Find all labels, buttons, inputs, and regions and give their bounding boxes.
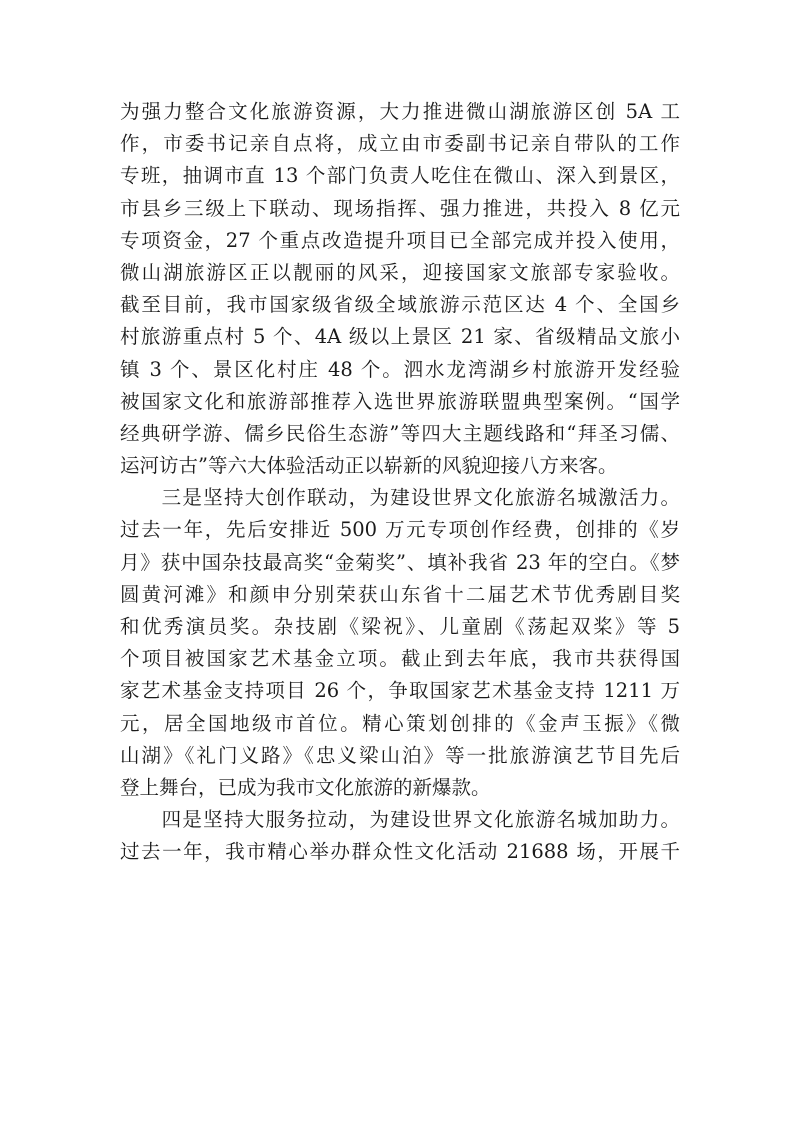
text-line: 三是坚持大创作联动，为建设世界文化旅游名城激活力。 [120,486,680,510]
body-text [120,96,680,869]
text-line: 被国家文化和旅游部推荐入选世界旅游联盟典型案例。“国学 [120,389,680,413]
text-line: 运河访古”等六大体验活动正以崭新的风貌迎接八方来客。 [120,454,618,478]
text-line: 元，居全国地级市首位。精心策划创排的《金声玉振》《微 [120,711,680,735]
text-line: 山湖》《礼门义路》《忠义梁山泊》等一批旅游演艺节目先后 [120,743,680,767]
text-line: 专项资金，27 个重点改造提升项目已全部完成并投入使用， [120,228,680,252]
text-line: 经典研学游、儒乡民俗生态游”等四大主题线路和“拜圣习儒、 [120,421,680,445]
text-line: 家艺术基金支持项目 26 个，争取国家艺术基金支持 1211 万 [120,679,680,703]
text-line: 登上舞台，已成为我市文化旅游的新爆款。 [120,775,491,799]
text-line: 和优秀演员奖。杂技剧《梁祝》、儿童剧《荡起双桨》等 5 [120,615,680,638]
text-line: 圆黄河滩》和颜申分别荣获山东省十二届艺术节优秀剧目奖 [120,582,680,606]
text-line: 过去一年，先后安排近 500 万元专项创作经费，创排的《岁 [120,518,680,542]
text-line: 村旅游重点村 5 个、4A 级以上景区 21 家、省级精品文旅小 [120,325,680,349]
text-line: 作，市委书记亲自点将，成立由市委副书记亲自带队的工作 [120,132,680,156]
text-line: 市县乡三级上下联动、现场指挥、强力推进，共投入 8 亿元 [120,196,680,220]
text-line: 个项目被国家艺术基金立项。截止到去年底，我市共获得国 [120,647,680,671]
text-line: 过去一年，我市精心举办群众性文化活动 21688 场，开展千 [120,840,680,864]
text-line: 专班，抽调市直 13 个部门负责人吃住在微山、深入到景区， [120,164,680,188]
text-line: 为强力整合文化旅游资源，大力推进微山湖旅游区创 5A 工 [120,100,680,123]
text-line: 月》获中国杂技最高奖“金菊奖”、填补我省 23 年的空白。《梦 [120,550,680,574]
text-line: 镇 3 个、景区化村庄 48 个。泗水龙湾湖乡村旅游开发经验 [120,357,680,381]
text-line: 截至目前，我市国家级省级全域旅游示范区达 4 个、全国乡 [120,293,680,317]
text-line: 四是坚持大服务拉动，为建设世界文化旅游名城加助力。 [120,808,680,832]
text-line: 微山湖旅游区正以靓丽的风采，迎接国家文旅部专家验收。 [120,260,680,284]
